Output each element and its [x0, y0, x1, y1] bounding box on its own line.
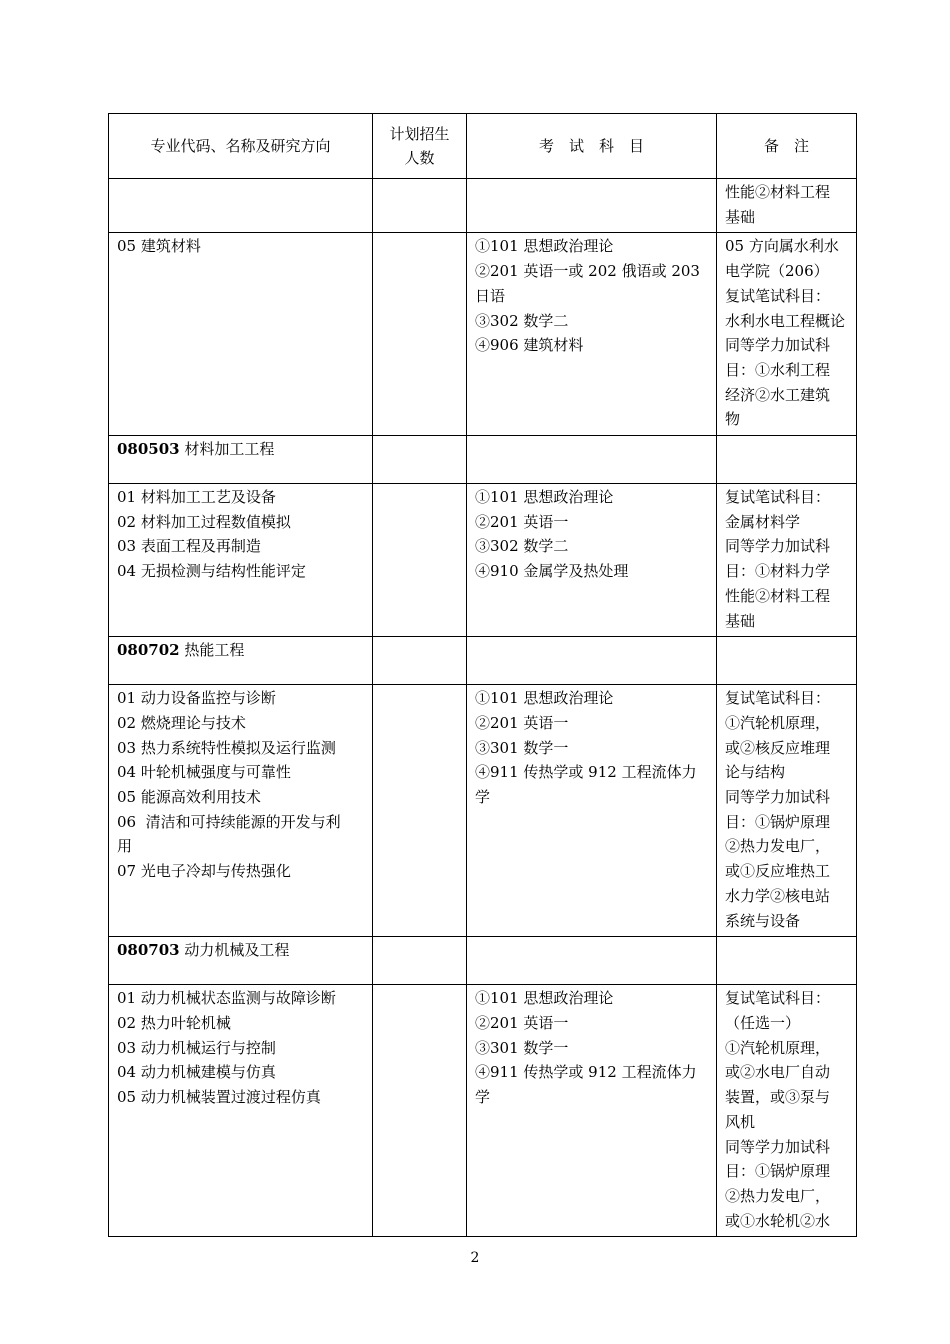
exams-cell: [467, 179, 717, 233]
page-number: 2: [470, 1250, 480, 1266]
section-header-080703: [109, 937, 857, 985]
direction-cell: 05 建筑材料: [109, 233, 373, 436]
header-notes: 备 注: [717, 114, 857, 179]
direction-cell: 01 动力机械状态监测与故障诊断 02 热力叶轮机械 03 动力机械运行与控制 04 动力机械建模与仿真 05 动力机械装置过渡过程仿真: [109, 985, 373, 1237]
section-body-080703: [109, 985, 857, 1237]
section-body-080503: [109, 484, 857, 637]
quota-cell: [373, 484, 467, 637]
header-major: 专业代码、名称及研究方向: [109, 114, 373, 179]
quota-cell: [373, 233, 467, 436]
header-quota: 计划招生人数: [373, 114, 467, 179]
header-exams: 考 试 科 目: [467, 114, 717, 179]
exams-cell: ①101 思想政治理论 ②201 英语一 ③301 数学一 ④911 传热学或 912 工程流体力 学: [467, 685, 717, 937]
section-header-080503: [109, 436, 857, 484]
notes-cell: 05 方向属水利水 电学院（206） 复试笔试科目： 水利水电工程概论 同等学力加试科 目：①水利工程 经济②水工建筑 物: [717, 233, 857, 436]
section-body-080702: [109, 685, 857, 937]
section-header-080702: [109, 637, 857, 685]
exams-cell: ①101 思想政治理论 ②201 英语一或 202 俄语或 203 日语 ③302 数学二 ④906 建筑材料: [467, 233, 717, 436]
direction-cell: 01 动力设备监控与诊断 02 燃烧理论与技术 03 热力系统特性模拟及运行监测 04 叶轮机械强度与可靠性 05 能源高效利用技术 06 清洁和可持续能源的开发与利 用 07 光电子冷却与传热强化: [109, 685, 373, 937]
notes-cell: 复试笔试科目： （任选一） ①汽轮机原理， 或②水电厂自动 装置，或③泵与 风机 同等学力加试科 目：①锅炉原理 ②热力发电厂， 或①水轮机②水: [717, 985, 857, 1237]
direction-row-05: [109, 233, 857, 436]
section-title: 080702 热能工程: [109, 637, 373, 685]
notes-cell: 性能②材料工程 基础: [717, 179, 857, 233]
quota-cell: [373, 179, 467, 233]
notes-cell: 复试笔试科目： ①汽轮机原理， 或②核反应堆理 论与结构 同等学力加试科 目：①锅炉原理 ②热力发电厂， 或①反应堆热工 水力学②核电站 系统与设备: [717, 685, 857, 937]
exams-cell: ①101 思想政治理论 ②201 英语一 ③301 数学一 ④911 传热学或 912 工程流体力 学: [467, 985, 717, 1237]
direction-cell: 01 材料加工工艺及设备 02 材料加工过程数值模拟 03 表面工程及再制造 04 无损检测与结构性能评定: [109, 484, 373, 637]
quota-cell: [373, 985, 467, 1237]
notes-cell: 复试笔试科目： 金属材料学 同等学力加试科 目：①材料力学 性能②材料工程 基础: [717, 484, 857, 637]
quota-cell: [373, 685, 467, 937]
header-row: [109, 114, 857, 179]
exams-cell: ①101 思想政治理论 ②201 英语一 ③302 数学二 ④910 金属学及热处理: [467, 484, 717, 637]
section-title: 080703 动力机械及工程: [109, 937, 373, 985]
section-title: 080503 材料加工工程: [109, 436, 373, 484]
continuation-row: [109, 179, 857, 233]
admissions-table: [108, 113, 857, 1237]
direction-cell: [109, 179, 373, 233]
